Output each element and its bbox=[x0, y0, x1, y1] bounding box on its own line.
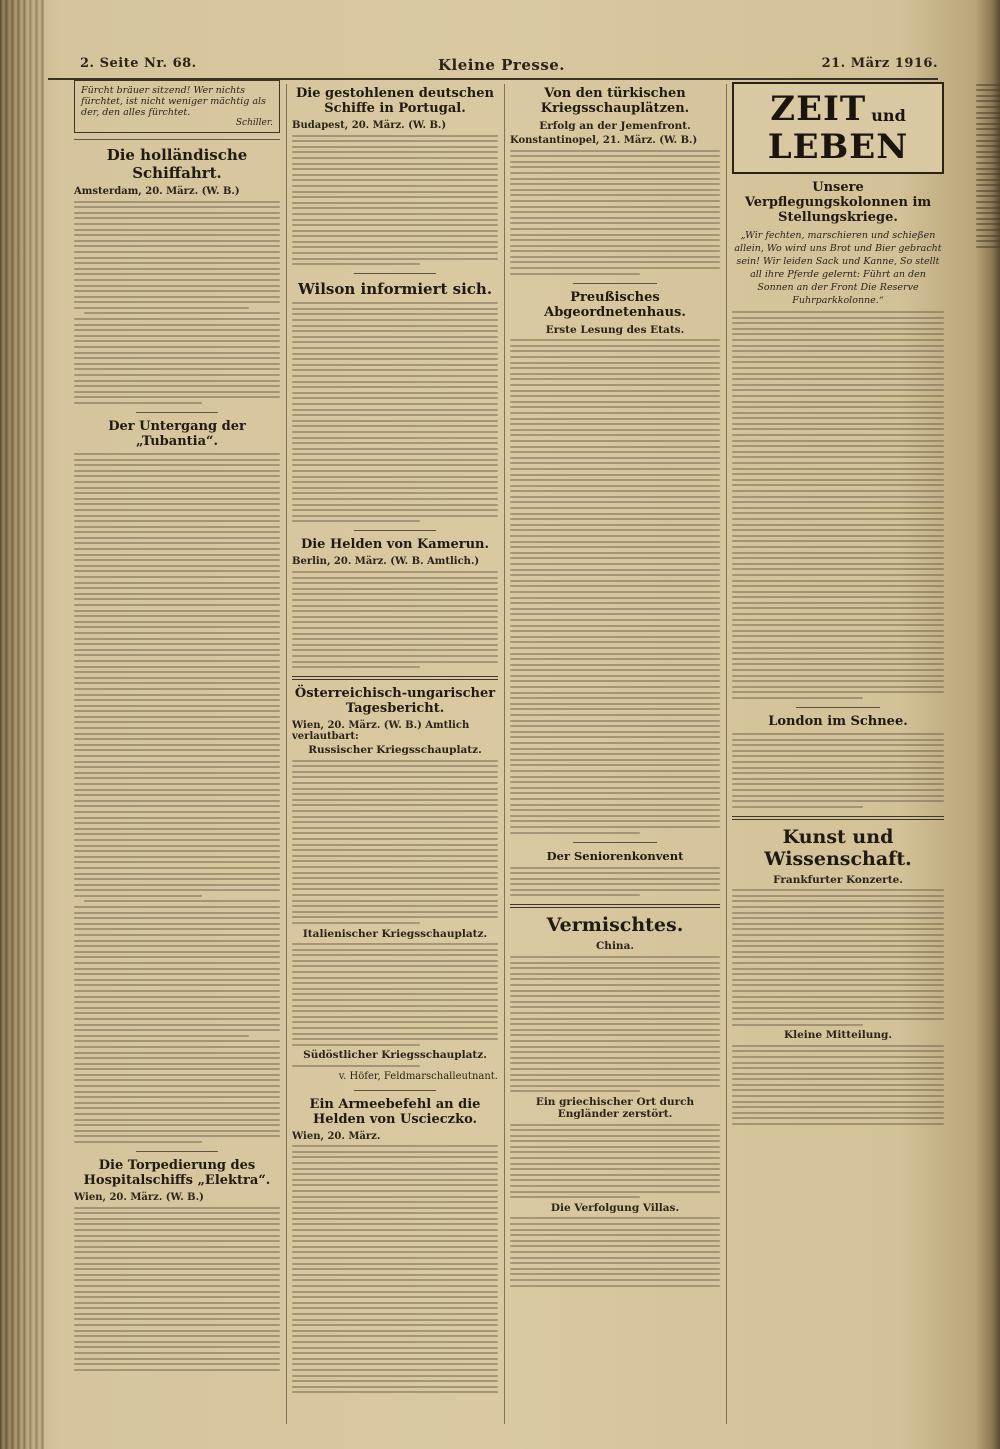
dateline: Amsterdam, 20. März. (W. B.) bbox=[74, 186, 240, 197]
logo-word-leben: LEBEN bbox=[767, 127, 909, 167]
body-text bbox=[510, 1124, 720, 1199]
subheading: Erfolg an der Jemenfront. bbox=[539, 120, 691, 132]
body-text bbox=[732, 311, 944, 699]
headline: Österreichisch-ungarischer Tagesbericht. bbox=[294, 686, 496, 717]
double-rule bbox=[732, 816, 944, 820]
body-text bbox=[74, 201, 280, 404]
column-rule bbox=[726, 84, 727, 1424]
dateline: Konstantinopel, 21. März. (W. B.) bbox=[510, 135, 698, 146]
separator bbox=[573, 842, 657, 843]
body-text bbox=[74, 1207, 280, 1371]
body-text bbox=[74, 453, 280, 1143]
article-london-schnee bbox=[732, 714, 944, 808]
column-2 bbox=[292, 80, 498, 1425]
body-text bbox=[292, 302, 498, 522]
article-verpflegungskolonnen bbox=[732, 180, 944, 699]
subheading: Ein griechischer Ort durch Engländer zerstört. bbox=[535, 1095, 695, 1120]
headline: Die Torpedierung des Hospitalschiffs „Elektra“. bbox=[83, 1158, 271, 1188]
separator bbox=[74, 139, 280, 140]
headline: Unsere Verpflegungskolonnen im Stellungskriege. bbox=[744, 180, 932, 225]
headline: London im Schnee. bbox=[768, 713, 908, 729]
headline: Wilson informiert sich. bbox=[297, 280, 493, 299]
body-text bbox=[510, 339, 720, 833]
dateline: Berlin, 20. März. (W. B. Amtlich.) bbox=[292, 556, 480, 568]
subheading: Italienischer Kriegsschauplatz. bbox=[302, 927, 488, 940]
body-text bbox=[510, 956, 720, 1092]
quote-text: Fürcht bräuer sitzend! Wer nichts fürchtet, ist nicht weniger mächtig als der, den alles fürchtet. bbox=[81, 85, 266, 118]
body-text bbox=[732, 889, 944, 1025]
separator bbox=[354, 530, 436, 531]
column-rule bbox=[286, 84, 287, 1424]
headline: Von den türkischen Kriegsschauplätzen. bbox=[540, 86, 690, 116]
subheading: Südöstlicher Kriegsschauplatz. bbox=[303, 1049, 487, 1062]
separator bbox=[136, 1151, 218, 1152]
body-text bbox=[292, 943, 498, 1046]
column-1 bbox=[74, 80, 280, 1425]
dateline: Wien, 20. März. (W. B.) Amtlich verlautbart: bbox=[292, 720, 470, 743]
article-holland-shipping bbox=[74, 146, 280, 404]
article-wilson bbox=[292, 280, 498, 522]
double-rule bbox=[292, 676, 498, 680]
subheading: Erste Lesung des Etats. bbox=[545, 323, 685, 336]
article-seniorenkonvent bbox=[510, 849, 720, 897]
body-text bbox=[292, 571, 498, 668]
logo-word-zeit: ZEIT bbox=[770, 89, 867, 129]
signature: v. Höfer, Feldmarschalleutnant. bbox=[338, 1070, 498, 1082]
separator bbox=[573, 283, 657, 284]
separator bbox=[796, 707, 881, 708]
paper-title: Kleine Presse. bbox=[438, 56, 566, 74]
quote-author: Schiller. bbox=[235, 118, 273, 128]
headline: Die Helden von Kamerun. bbox=[300, 537, 490, 553]
headline: Die holländische Schiffahrt. bbox=[106, 146, 248, 182]
body-text bbox=[292, 135, 498, 266]
quote-box bbox=[74, 80, 280, 133]
article-abgeordnetenhaus bbox=[510, 290, 720, 834]
dateline: Wien, 20. März. bbox=[292, 1130, 381, 1142]
article-armeebefehl bbox=[292, 1097, 498, 1394]
logo-word-und: und bbox=[871, 106, 906, 125]
binding-spine bbox=[0, 0, 44, 1449]
column-4 bbox=[732, 80, 944, 1425]
issue-date: 21. März 1916. bbox=[821, 56, 938, 71]
separator bbox=[354, 1090, 436, 1091]
poem: „Wir fechten, marschieren und schießen allein, Wo wird uns Brot und Bier gebracht sein! Wir leiden Sack und Kanne, So stellt all ihre Pferde gelernt: Führt an den Sonnen an der Front Die Reserve Fuhrparkkolonne.“ bbox=[734, 230, 942, 306]
separator bbox=[354, 273, 436, 274]
double-rule bbox=[510, 904, 720, 908]
subheading: China. bbox=[595, 940, 635, 953]
body-text bbox=[292, 1065, 498, 1067]
body-text bbox=[510, 150, 720, 275]
page-number: 2. Seite Nr. 68. bbox=[80, 56, 197, 71]
headline: Vermischtes. bbox=[546, 914, 684, 937]
article-turkish-front bbox=[510, 86, 720, 275]
article-vermischtes bbox=[510, 914, 720, 1286]
article-portugal-ships bbox=[292, 86, 498, 265]
headline: Die gestohlenen deutschen Schiffe in Portugal. bbox=[296, 86, 494, 116]
article-kamerun bbox=[292, 537, 498, 668]
separator bbox=[136, 412, 218, 413]
body-text bbox=[292, 1145, 498, 1393]
column-rule bbox=[504, 84, 505, 1424]
body-text bbox=[732, 1045, 944, 1125]
article-elektra bbox=[74, 1158, 280, 1371]
zeit-und-leben-logo bbox=[732, 82, 944, 174]
subheading: Frankfurter Konzerte. bbox=[773, 873, 903, 886]
body-text bbox=[510, 867, 720, 897]
subheading: Russischer Kriegsschauplatz. bbox=[308, 744, 482, 757]
subheading: Kleine Mitteilung. bbox=[784, 1029, 892, 1042]
body-text bbox=[732, 733, 944, 808]
headline: Der Seniorenkonvent bbox=[546, 848, 684, 863]
article-kunst-wissenschaft bbox=[732, 826, 944, 1125]
column-3 bbox=[510, 80, 720, 1425]
page-header bbox=[48, 52, 938, 80]
headline: Ein Armeebefehl an die Helden von Uscieczko. bbox=[309, 1096, 481, 1127]
article-tagesbericht bbox=[292, 686, 498, 1081]
dateline: Budapest, 20. März. (W. B.) bbox=[292, 120, 447, 131]
headline: Der Untergang der „Tubantia“. bbox=[108, 418, 246, 449]
subheading: Die Verfolgung Villas. bbox=[550, 1201, 680, 1214]
body-text bbox=[510, 1217, 720, 1286]
headline: Preußisches Abgeordnetenhaus. bbox=[544, 289, 686, 320]
body-text bbox=[292, 760, 498, 924]
article-tubantia bbox=[74, 419, 280, 1143]
dateline: Wien, 20. März. (W. B.) bbox=[74, 1192, 204, 1203]
adjacent-page-edge bbox=[976, 80, 1000, 1449]
headline: Kunst und Wissenschaft. bbox=[764, 825, 912, 870]
